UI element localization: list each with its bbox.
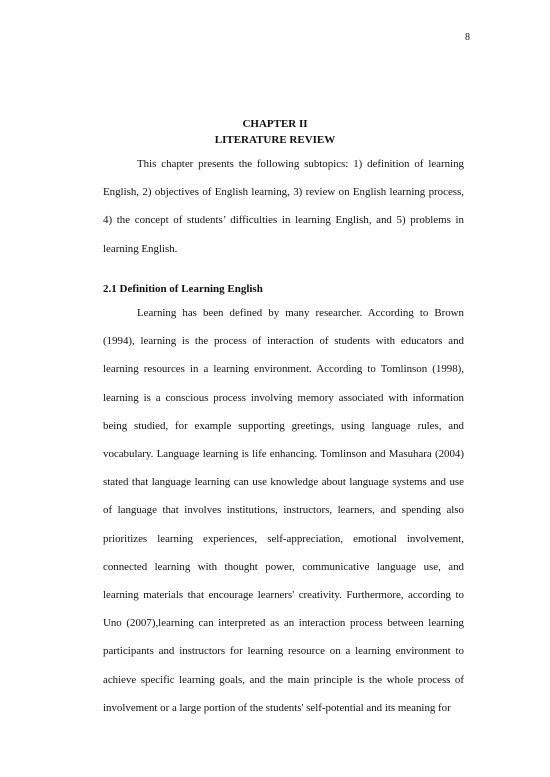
section-heading: 2.1 Definition of Learning English [103, 283, 263, 295]
page-number: 8 [465, 32, 470, 43]
chapter-title: CHAPTER II [242, 118, 308, 130]
chapter-subtitle: LITERATURE REVIEW [214, 134, 336, 146]
intro-paragraph: This chapter presents the following subtopics: 1) definition of learning English, 2) objectives of English learning, 3) review on English learning process, 4) the concept of students’ difficulties in learning English, and 5) problems in learning English. [103, 158, 464, 255]
section-paragraph: Learning has been defined by many researcher. According to Brown (1994), learning is the process of interaction of students with educators and learning resources in a learning environment. According to Tomlinson (1998), learning is a conscious process involving memory associated with information being studied, for example supporting greetings, using language rules, and vocabulary. Language learning is life enhancing. Tomlinson and Masuhara (2004) stated that language learning can use knowledge about language systems and use of language that involves institutions, instructors, learners, and spending also prioritizes learning experiences, self-appreciation, emotional involvement, connected learning with thought power, communicative language use, and learning materials that encourage learners' creativity. Furthermore, according to Uno (2007),learning can interpreted as an interaction process between learning participants and instructors for learning resource on a learning environment to achieve specific learning goals, and the main principle is the whole process of involvement or a large portion of the students' self-potential and its meaning for [103, 307, 464, 714]
